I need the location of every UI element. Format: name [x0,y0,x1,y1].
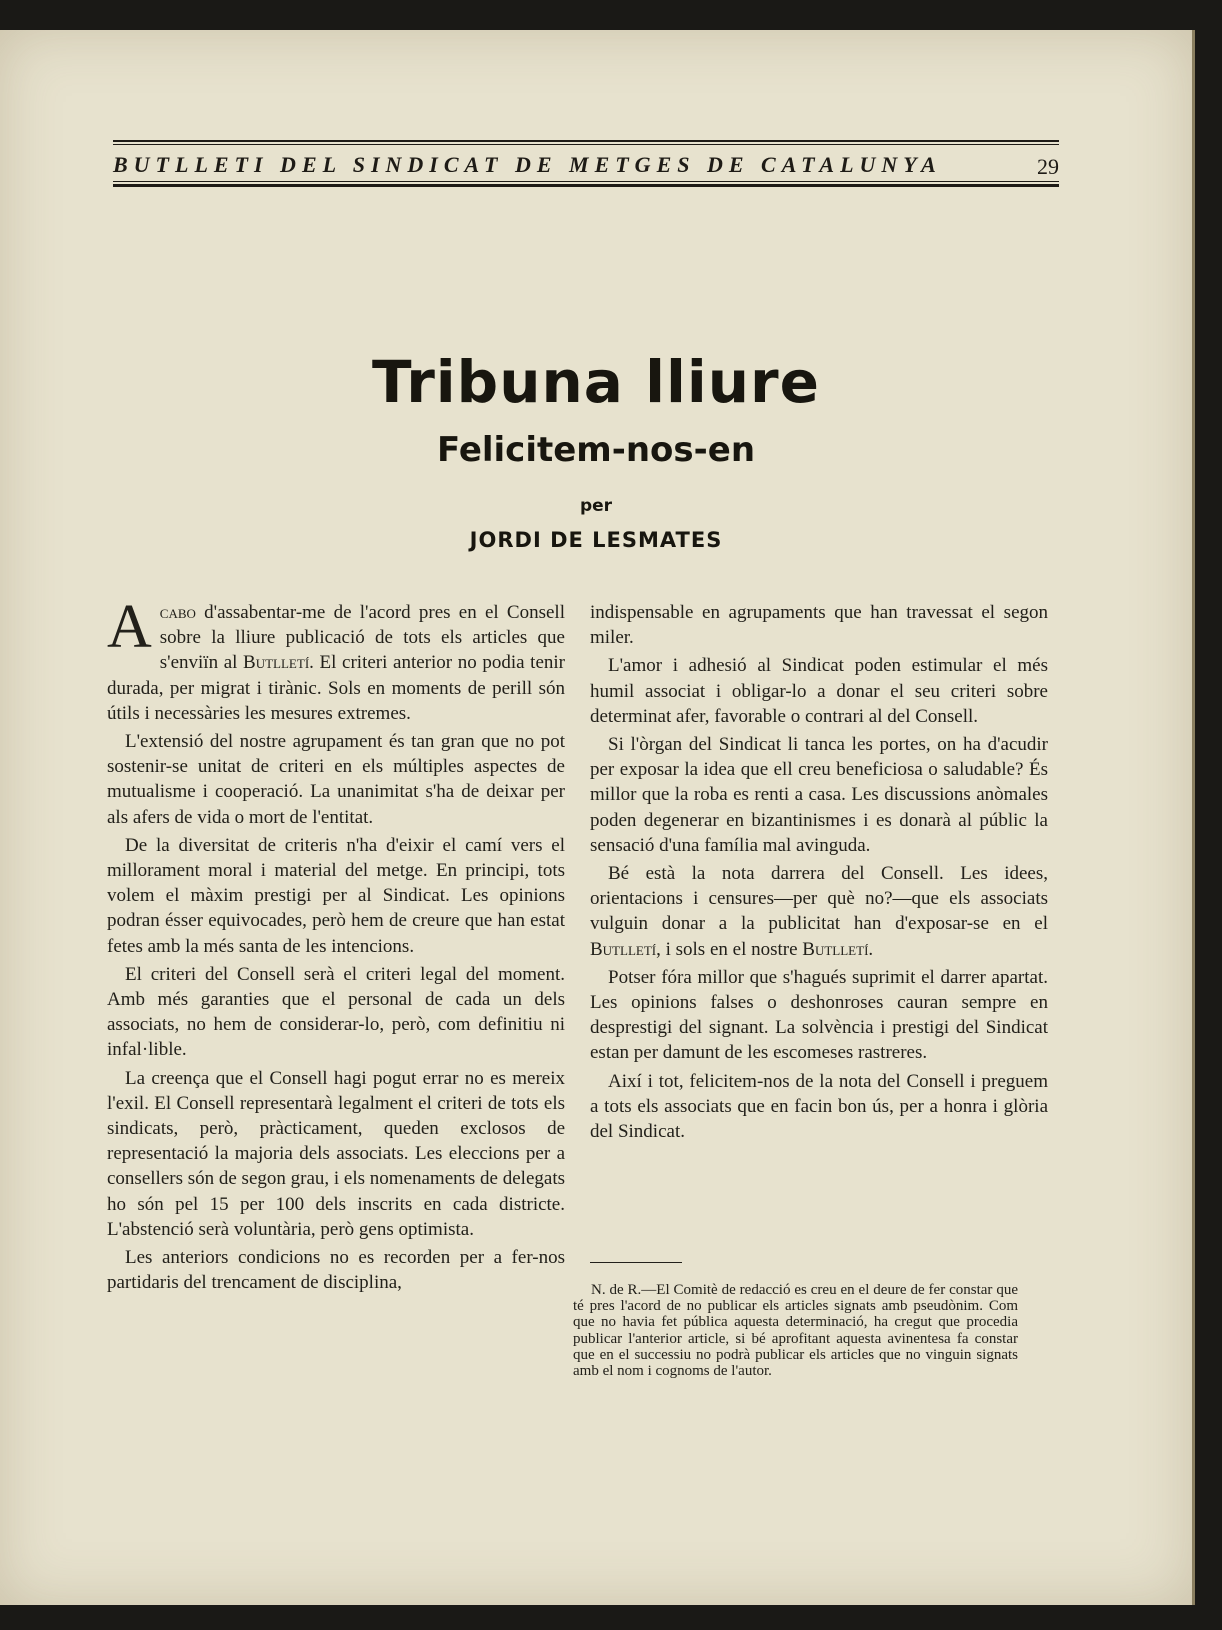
paragraph [107,593,565,726]
journal-title: BUTLLETI DEL SINDICAT DE METGES DE CATALUNYA [113,152,942,177]
drop-cap: A [107,593,152,661]
paragraph: Així i tot, felicitem-nos de la nota del Consell i preguem a tots els associats que en facin bon ús, per a honra i glòria del Sindicat. [590,1070,1048,1143]
paragraph: El criteri del Consell serà el criteri legal del moment. Amb més garanties que el personal de cada un dels associats, no hem de considerar-lo, però, com definitiu ni infal·lible. [107,963,565,1061]
journal-name: Butlletí [590,938,657,960]
paragraph-text: Bé està la nota darrera del Consell. Les idees, orientacions i censures—per què no?—que els associats vulguin donar a la publicitat han d'exposar-se en el [590,863,1048,935]
paragraph: L'extensió del nostre agrupament és tan gran que no pot sostenir-se unitat de criteri en els múltiples aspectes de mutualisme i cooperació. La unanimitat s'ha de deixar per als afers de vida o mort de l'entitat. [107,731,565,828]
header-rule [113,140,1059,142]
header-rule [113,184,1059,187]
left-column [107,593,565,1298]
running-header [113,140,1059,198]
note-separator [590,1262,682,1263]
paragraph: Potser fóra millor que s'hagués suprimit el darrer apartat. Les opinions falses o deshonroses cauran sempre en desprestigi del signant. La solvència i prestigi del Sindicat estan per damunt de les escomeses rastreres. [590,966,1048,1064]
paragraph-text: d'assabentar-me de l'acord pres en el Consell sobre la lliure publicació de tots els articles que s'enviïn al [159,602,565,674]
author-name: JORDI DE LESMATES [469,528,723,552]
paragraph: Les anteriors condicions no es recorden per a fer-nos partidaris del trencament de disciplina, [107,1247,565,1294]
byline-prefix: per [579,496,613,516]
journal-name: Butlletí [243,652,310,674]
editorial-note [573,1282,1018,1379]
page [0,30,1195,1605]
header-rule [113,181,1059,182]
paragraph: La creença que el Consell hagi pogut errar no es mereix l'exil. El Consell representarà legalment el criteri de tots els sindicats, però, pràcticament, queden exclosos de representació la majoria dels associats. Les eleccions per a consellers són de segon grau, i els nomenaments de delegats ho són pel 15 per 100 dels inscrits en cada districte. L'abstenció serà voluntària, però gens optimista. [107,1067,565,1240]
paragraph [590,861,1048,962]
journal-name: Butlletí [802,938,869,960]
note-text: N. de R.—El Comitè de redacció es creu en el deure de fer constar que té pres l'acord de no publicar els articles signats amb pseudònim. Com que no havia fet pública aquesta determinació, ha cregut que procedia publicar l'anterior article, si bé aprofitant aquesta avinentesa fa constar que en el successiu no podrà publicar els articles que no vinguin signats amb el nom i cognoms de l'autor. [573,1282,1018,1380]
right-column [590,600,1048,1147]
small-caps-text: cabo [159,602,196,623]
paragraph: De la diversitat de criteris n'ha d'eixir el camí vers el millorament moral i material del metge. En principi, tots volem el màxim prestigi per al Sindicat. Les opinions podran ésser equivocades, però hem de creure que han estat fetes amb la més santa de les intencions. [107,834,565,957]
section-title: Tribuna lliure [372,348,820,416]
article-title: Felicitem-nos-en [436,430,756,470]
paragraph-text: . [868,938,874,960]
paragraph: indispensable en agrupaments que han travessat el segon miler. [590,602,1048,649]
paragraph-text: , i sols en el nostre [656,938,803,960]
paragraph: Si l'òrgan del Sindicat li tanca les portes, on ha d'acudir per exposar la idea que ell creu beneficiosa o saludable? És millor que la roba es renti a casa. Les discussions anòmales poden degenerar en bizantinismes i es donarà al públic la sensació d'una família mal avinguda. [590,734,1048,856]
paragraph-text: . El criteri anterior no podia tenir durada, per migrat i tirànic. Sols en moments de perill són útils i necessàries les mesures extremes. [107,652,565,724]
header-rule [113,144,1059,145]
page-number: 29 [1037,154,1059,179]
paragraph: L'amor i adhesió al Sindicat poden estimular el més humil associat i obligar-lo a donar el seu criteri sobre determinat afer, favorable o contrari al del Consell. [590,655,1048,727]
